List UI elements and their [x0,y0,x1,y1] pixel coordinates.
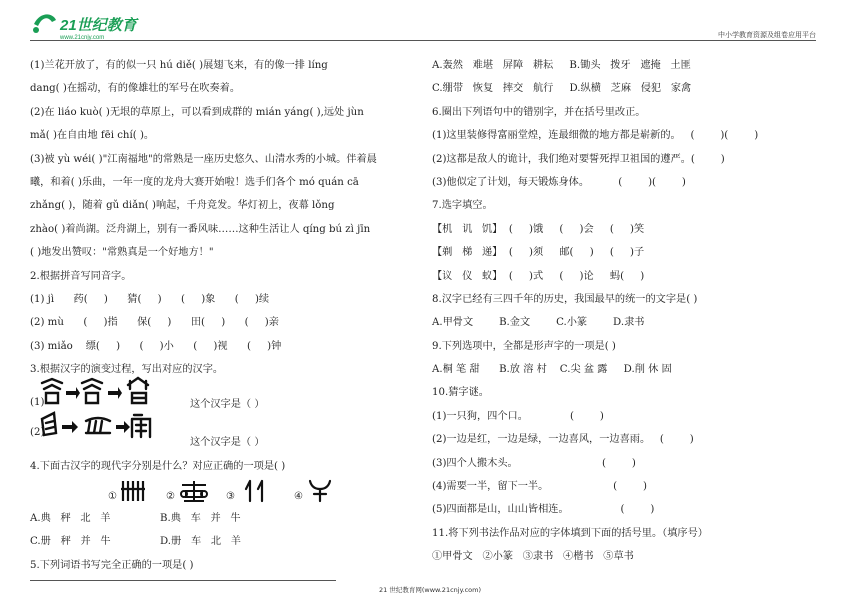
q4-glyph-1-number: ① [108,490,118,502]
q4-glyph-2-number: ② [166,490,176,502]
svg-text:21世纪教育: 21世纪教育 [60,17,137,34]
q2-row-2: (2) mù ( )指 保( ) 田( ) ( )亲 [30,317,279,329]
q11-title: 11.将下列书法作品对应的字体填到下面的括号里。（填序号） [432,527,708,539]
q10-item-2: (2)一边是红，一边是绿，一边喜风，一边喜雨。 ( ) [432,434,694,446]
q11-options: ①甲骨文 ②小篆 ③隶书 ④楷书 ⑤草书 [432,551,634,563]
q4-option-b: B.典 车 并 牛 [160,512,241,524]
q10-item-5: (5)四面都是山，山山皆相连。 ( ) [432,504,655,516]
q2-title: 2.根据拼音写同音字。 [30,270,132,282]
character-evolution-2-image [38,409,168,441]
q1-line-2: dang( )在摇动，有的像雄壮的军号在吹奏着。 [30,83,241,95]
q4-ancient-glyphs [30,479,425,507]
q3-item-2-question: 这个汉字是（ ） [190,437,265,449]
q1-line-7: zhǎng( )，随着 gǔ diǎn( )响起，千舟竞发。华灯初上，夜幕 lǒng [30,200,335,212]
q7-item-1: 【机 讥 饥】 ( )饿 ( )会 ( )笑 [432,223,645,235]
q8-options: A.甲骨文 B.金文 C.小篆 D.隶书 [432,317,645,329]
q10-item-4: (4)需要一半，留下一半。 ( ) [432,481,647,493]
footer-text: 21 世纪教育网(www.21cnjy.com) [379,586,481,594]
q2-row-1: (1) jì 药( ) 猜( ) ( )象 ( )续 [30,293,270,305]
q3-title: 3.根据汉字的演变过程，写出对应的汉字。 [30,364,224,376]
q1-line-3: (2)在 liáo kuò( )无垠的草原上，可以看到成群的 mián yáng( ),远处 jùn [30,106,364,118]
q1-line-8: zhào( )着尚湖。泛舟湖上，别有一番风味……这种生活让人 qíng bú zì jīn [30,223,371,235]
glyph-3-image [244,479,268,503]
q10-item-3: (3)四个人搬木头。 ( ) [432,457,636,469]
q9-options: A.桐 笔 甜 B.放 溶 村 C.尖 盆 露 D.削 休 固 [432,364,672,376]
q7-item-3: 【议 仪 蚁】 ( )式 ( )论 蚂( ) [432,270,645,282]
q10-item-1: (1)一只狗，四个口。 ( ) [432,410,604,422]
q3-item-1-question: 这个汉字是（ ） [190,399,265,411]
q6-item-3: (3)他似定了计划，每天锻炼身体。 ( )( ) [432,176,686,188]
footer-divider [30,580,336,581]
q4-options-cd [30,530,425,553]
q5-options-cd: C.绷带 恢复 摔交 航行 D.纵横 芝麻 侵犯 家禽 [432,83,692,95]
q8-title: 8.汉字已经有三四千年的历史，我国最早的统一的文字是( ) [432,293,698,305]
q3-item-1-number: (1) [30,397,45,409]
character-evolution-1-image [38,375,168,405]
q5-options-ab: A.轰然 难堪 屏障 耕耘 B.锄头 拨牙 遮掩 土匪 [432,60,691,71]
q1-line-6: 曦，和着( )乐曲，一年一度的龙舟大赛开始啦！选手们各个 mó quán cā [30,176,359,188]
glyph-1-image [120,479,146,503]
q4-option-a: A.典 秤 北 羊 [30,512,111,524]
q9-title: 9.下列选项中，全都是形声字的一项是( ) [432,340,616,352]
q4-option-d: D.册 车 北 羊 [160,536,241,548]
q1-line-4: mǎ( )在自由地 fēi chí( )。 [30,130,155,142]
q4-glyph-4-number: ④ [294,490,304,502]
q3-evolution-2 [30,417,425,455]
q6-item-1: (1)这里装修得富丽堂煌，连最细微的地方都是崭新的。 ( )( ) [432,130,759,142]
q4-glyph-3-number: ③ [226,490,236,502]
left-column [30,54,425,577]
q6-title: 6.圈出下列语句中的错别字，并在括号里改正。 [432,106,646,118]
q4-option-c: C.册 秤 并 牛 [30,536,111,548]
q3-item-2-number: (2) [30,427,45,439]
q1-line-1: (1)兰花开放了，有的似一只 hú diě( )展翅飞来，有的像一排 líng [30,60,328,71]
q4-options-ab [30,507,425,530]
q7-title: 7.选字填空。 [432,200,493,212]
q1-line-5: (3)被 yù wéi( )"江南福地"的常熟是一座历史悠久、山清水秀的小城。伴着晨 [30,153,377,165]
q5-title: 5.下列词语书写完全正确的一项是( ) [30,559,194,571]
site-logo [30,10,170,42]
header-divider [30,40,816,41]
svg-text:www.21cnjy.com: www.21cnjy.com [60,35,105,41]
q4-title: 4.下面古汉字的现代字分别是什么？对应正确的一项是( ) [30,461,286,473]
q6-item-2: (2)这都是敌人的诡计，我们绝对要誓死捍卫祖国的遵严。( ) [432,153,725,165]
q7-item-2: 【剃 梯 递】 ( )须 邮( ) ( )子 [432,247,645,259]
q10-title: 10.猜字谜。 [432,387,489,399]
q2-row-3: (3) miǎo 缥( ) ( )小 ( )视 ( )钟 [30,340,282,352]
header-platform-text: 中小学教育资源及组卷应用平台 [718,31,816,39]
q1-line-9: ( )地发出赞叹："常熟真是一个好地方！" [30,247,214,259]
glyph-4-image [308,479,332,503]
right-column [432,54,827,569]
glyph-2-image [180,479,208,503]
